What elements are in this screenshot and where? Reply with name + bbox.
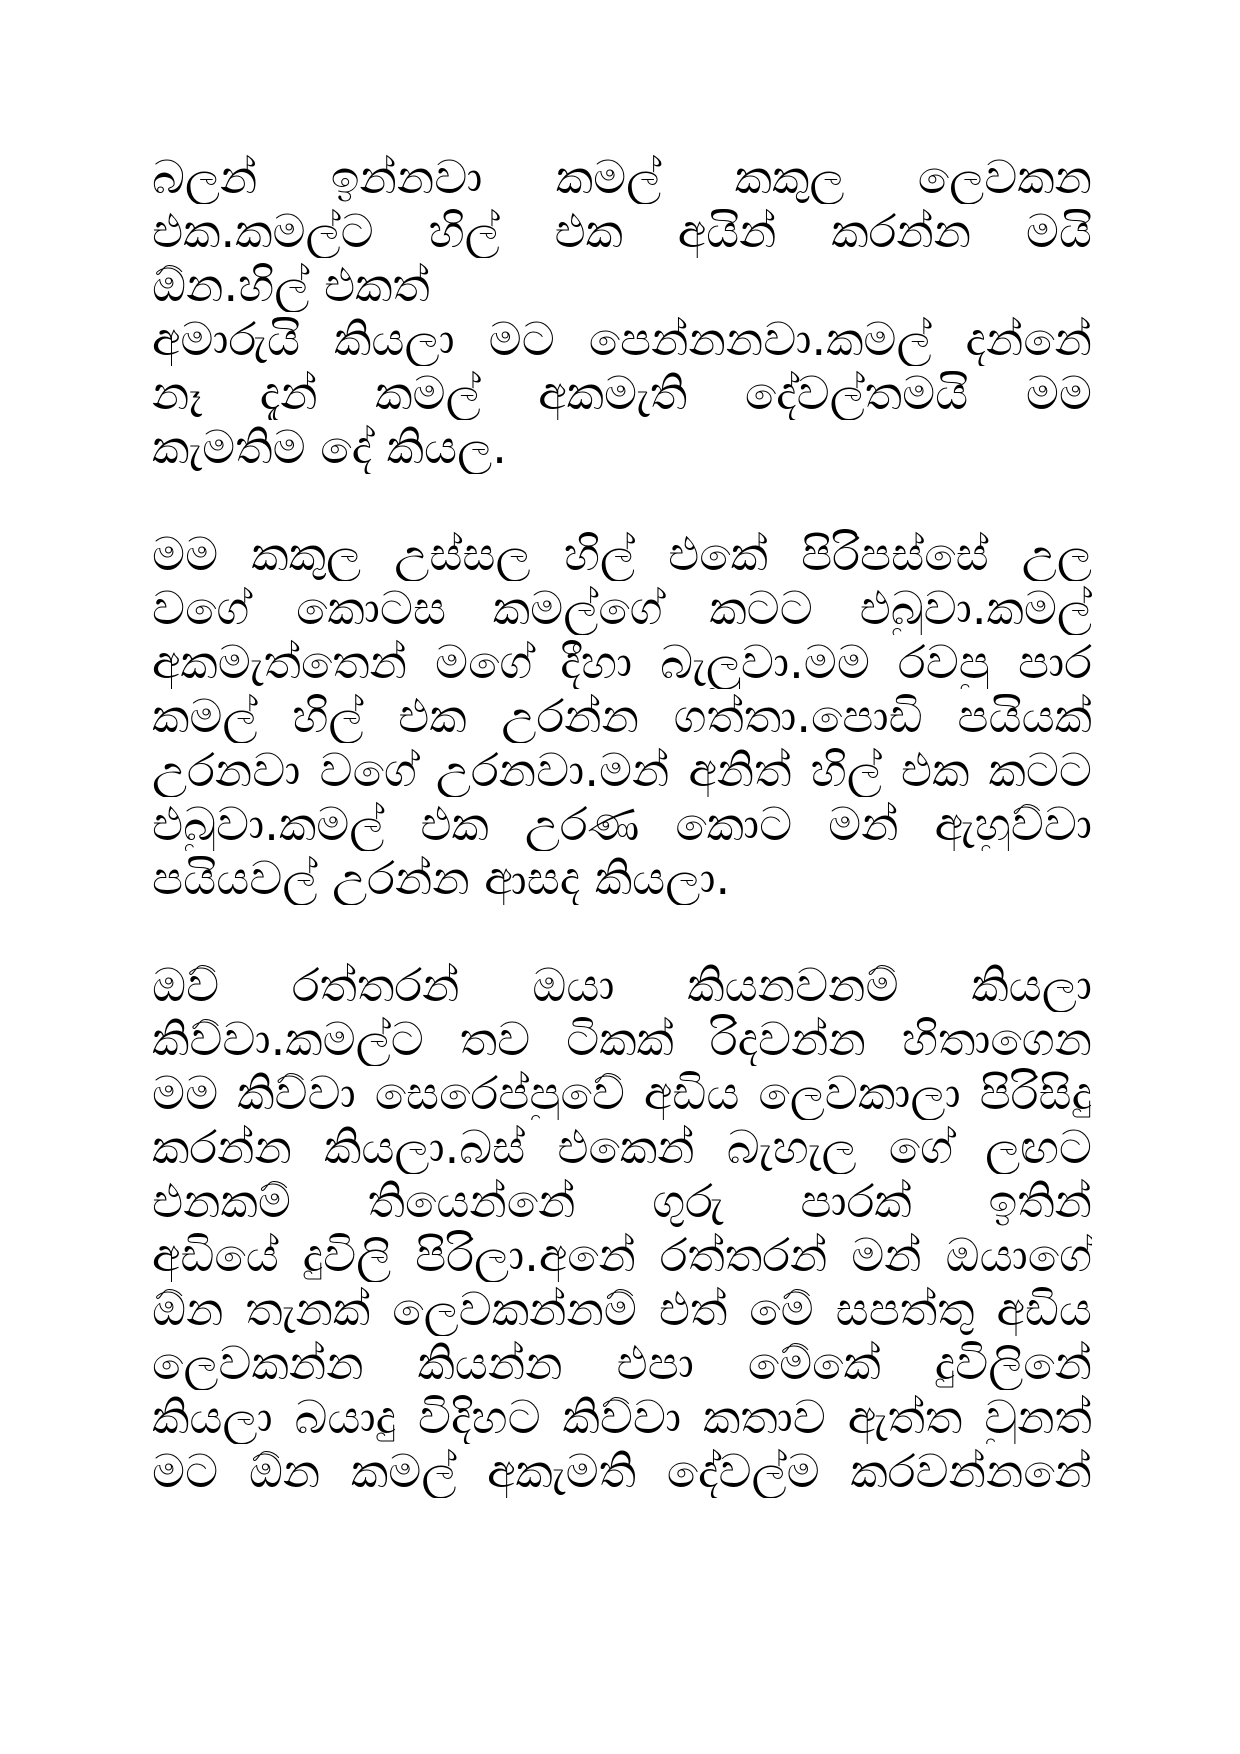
- text-line: අඩියේ දුවිලි පිරිලා.අනේ රත්තරන් මන් ඔයාගේ: [152, 1228, 1092, 1282]
- text-line: ඕන තැනක් ලෙවකන්නම් එත් මේ සපත්තු අඩිය: [152, 1282, 1092, 1336]
- paragraph-3: [152, 958, 1092, 1498]
- text-line: කිව්වා.කමල්ට තව ටිකක් රිදවන්න හිතාගෙන: [152, 1012, 1092, 1066]
- paragraph-1: [152, 150, 1092, 474]
- text-line: උරනවා වගේ උරනවා.මන් අනිත් හිල් එක කටට: [152, 743, 1092, 797]
- text-line: කරන්න කියලා.බස් එකෙන් බැහැල ගේ ලඟට: [152, 1120, 1092, 1174]
- text-line: කියලා බයාදු විදිහට කිව්වා කතාව ඇත්ත වුනත්: [152, 1390, 1092, 1444]
- text-line: ලෙවකන්න කියන්න එපා මේකේ දුවිලිනේ: [152, 1336, 1092, 1390]
- text-line: අකමැත්තෙන් මගේ දීහා බැලුවා.මම රවපු පාර: [152, 635, 1092, 689]
- text-line: කැමතිම දේ කියල.: [152, 420, 507, 474]
- text-line: මට ඕන කමල් අකැමති දේවල්ම කරවන්නනේ: [152, 1444, 1092, 1498]
- text-line: වගේ කොටස කමල්ගේ කටට එබුවා.කමල්: [152, 581, 1092, 635]
- text-line: බලන් ඉන්නවා කමල් කකුල ලෙවකන: [152, 150, 1092, 204]
- paragraph-2: [152, 527, 1092, 905]
- text-line: මම කිව්වා සෙරෙප්පුවේ අඩිය ලෙවකාලා පිරිසිදු: [152, 1066, 1092, 1120]
- text-line: කමල් හිල් එක උරන්න ගත්තා.පොඩි පයියක්: [152, 689, 1092, 743]
- text-line: මම කකුල උස්සල හිල් එකේ පිරිපස්සේ උල: [152, 527, 1092, 581]
- text-line: ඔව් රත්තරන් ඔයා කියනවනම් කියලා: [152, 958, 1092, 1012]
- text-line: එක.කමල්ට හිල් එක අයින් කරන්න මයි: [152, 204, 1092, 258]
- text-line: අමාරුයි කියලා මට පෙන්නනවා.කමල් දන්නේ: [152, 312, 1092, 366]
- text-line: එබුවා.කමල් එක උරණ කොට මන් ඇහුව්වා: [152, 797, 1092, 851]
- text-line: නෑ දැන් කමල් අකමැති දේවල්තමයි මම: [152, 366, 1092, 420]
- text-line: පයියවල් උරන්න ආසද කියලා.: [152, 851, 731, 905]
- text-line: එනකම් තියෙන්නේ ගුරු පාරක් ඉතින්: [152, 1174, 1092, 1228]
- document-page: [152, 150, 1092, 1551]
- text-line: ඕන.හිල් එකත්: [152, 258, 430, 312]
